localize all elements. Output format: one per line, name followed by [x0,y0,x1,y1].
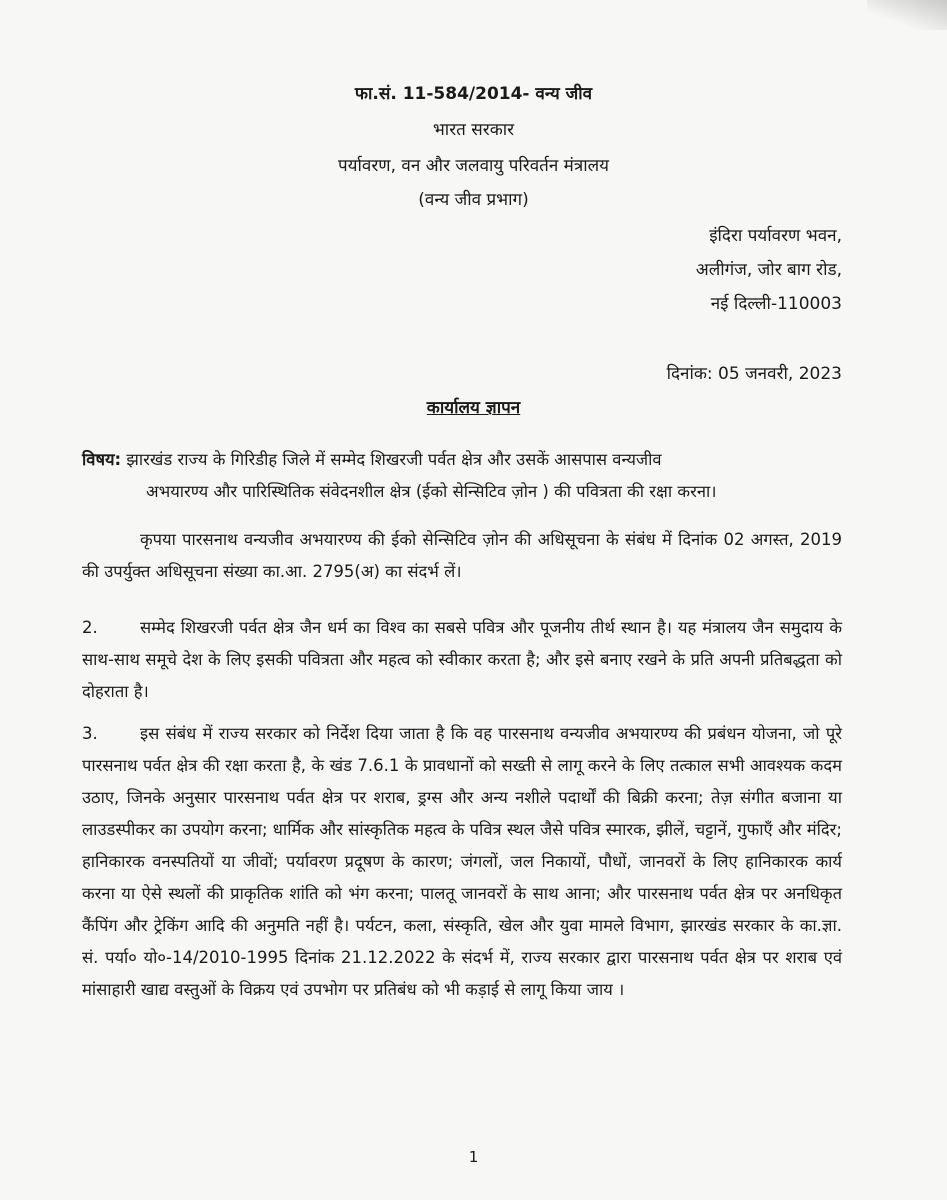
government-name: भारत सरकार [432,120,515,140]
paragraph-1-text: कृपया पारसनाथ वन्यजीव अभयारण्य की ईको सेन्सिटिव ज़ोन की अधिसूचना के संबंध में दिनांक 02 अगस्त, 2019 की उपर्युक्त अधिसूचना संख्या का.आ. 2795(अ) का संदर्भ लें। [82,530,842,581]
paragraph-3-number: 3. [82,724,98,743]
division-name: (वन्य जीव प्रभाग) [418,190,529,210]
paragraph-3-text: इस संबंध में राज्य सरकार को निर्देश दिया जाता है कि वह पारसनाथ वन्यजीव अभयारण्य की प्रबंधन योजना, जो पूरे पारसनाथ पर्वत क्षेत्र की रक्षा करता है, के खंड 7.6.1 के प्रावधानों को सख्ती से लागू करने के लिए तत्काल सभी आवश्यक कदम उठाए, जिनके अनुसार पारसनाथ पर्वत क्षेत्र पर शराब, ड्रग्स और अन्य नशीले पदार्थों की बिक्री करना; तेज़ संगीत बजाना या लाउडस्पीकर का उपयोग करना; धार्मिक और सांस्कृतिक महत्व के पवित्र स्थल जैसे पवित्र स्मारक, झीलें, चट्टानें, गुफाएँ और मंदिर; हानिकारक वनस्पतियों या जीवों; पर्यावरण प्रदूषण के कारण; जंगलों, जल निकायों, पौधों, जानवरों के लिए हानिकारक कार्य करना या ऐसे स्थलों की प्राकृतिक शांति को भंग करना; पालतू जानवरों के साथ आना; और पारसनाथ पर्वत क्षेत्र पर अनधिकृत कैंपिंग और ट्रेकिंग आदि की अनुमति नहीं है। पर्यटन, कला, संस्कृति, खेल और युवा मामले विभाग, झारखंड सरकार के का.ज्ञा. सं. पर्या० यो०-14/2010-1995 दिनांक 21.12.2022 के संदर्भ में, राज्य सरकार द्वारा पारसनाथ पर्वत क्षेत्र पर शराब एवं मांसाहारी खाद्य वस्तुओं के विक्रय एवं उपभोग पर प्रतिबंध को भी कड़ाई से लागू किया जाय । [82,724,842,999]
address-line-3: नई दिल्ली-110003 [710,294,842,314]
memo-date: दिनांक: 05 जनवरी, 2023 [666,364,842,384]
paragraph-3 [82,718,842,1006]
memo-title [0,396,947,420]
address-line-2: अलीगंज, जोर बाग रोड, [695,260,842,280]
paragraph-1 [82,524,842,588]
subject-label: विषय: [82,450,122,469]
page-corner-shadow [867,0,947,30]
address-line-1: इंदिरा पर्यावरण भवन, [709,226,842,246]
subject-block [82,444,842,508]
file-number: फा.सं. 11-584/2014- वन्य जीव [354,84,593,104]
paragraph-2-number: 2. [82,618,98,637]
page-number: 1 [468,1148,479,1166]
subject-line-1: झारखंड राज्य के गिरिडीह जिले में सम्मेद शिखरजी पर्वत क्षेत्र और उसकें आसपास वन्यजीव [126,450,662,469]
ministry-name: पर्यावरण, वन और जलवायु परिवर्तन मंत्रालय [337,156,610,176]
memo-title-text: कार्यालय ज्ञापन [426,398,521,418]
paragraph-2 [82,612,842,708]
subject-line-2: अभयारण्य और पारिस्थितिक संवेदनशील क्षेत्र (ईको सेन्सिटिव ज़ोन ) की पवित्रता की रक्षा करना। [146,482,717,501]
paragraph-2-text: सम्मेद शिखरजी पर्वत क्षेत्र जैन धर्म का विश्व का सबसे पवित्र और पूजनीय तीर्थ स्थान है। यह मंत्रालय जैन समुदाय के साथ-साथ समूचे देश के लिए इसकी पवित्रता और महत्व को स्वीकार करता है; और इसे बनाए रखने के प्रति अपनी प्रतिबद्धता को दोहराता है। [82,618,842,701]
